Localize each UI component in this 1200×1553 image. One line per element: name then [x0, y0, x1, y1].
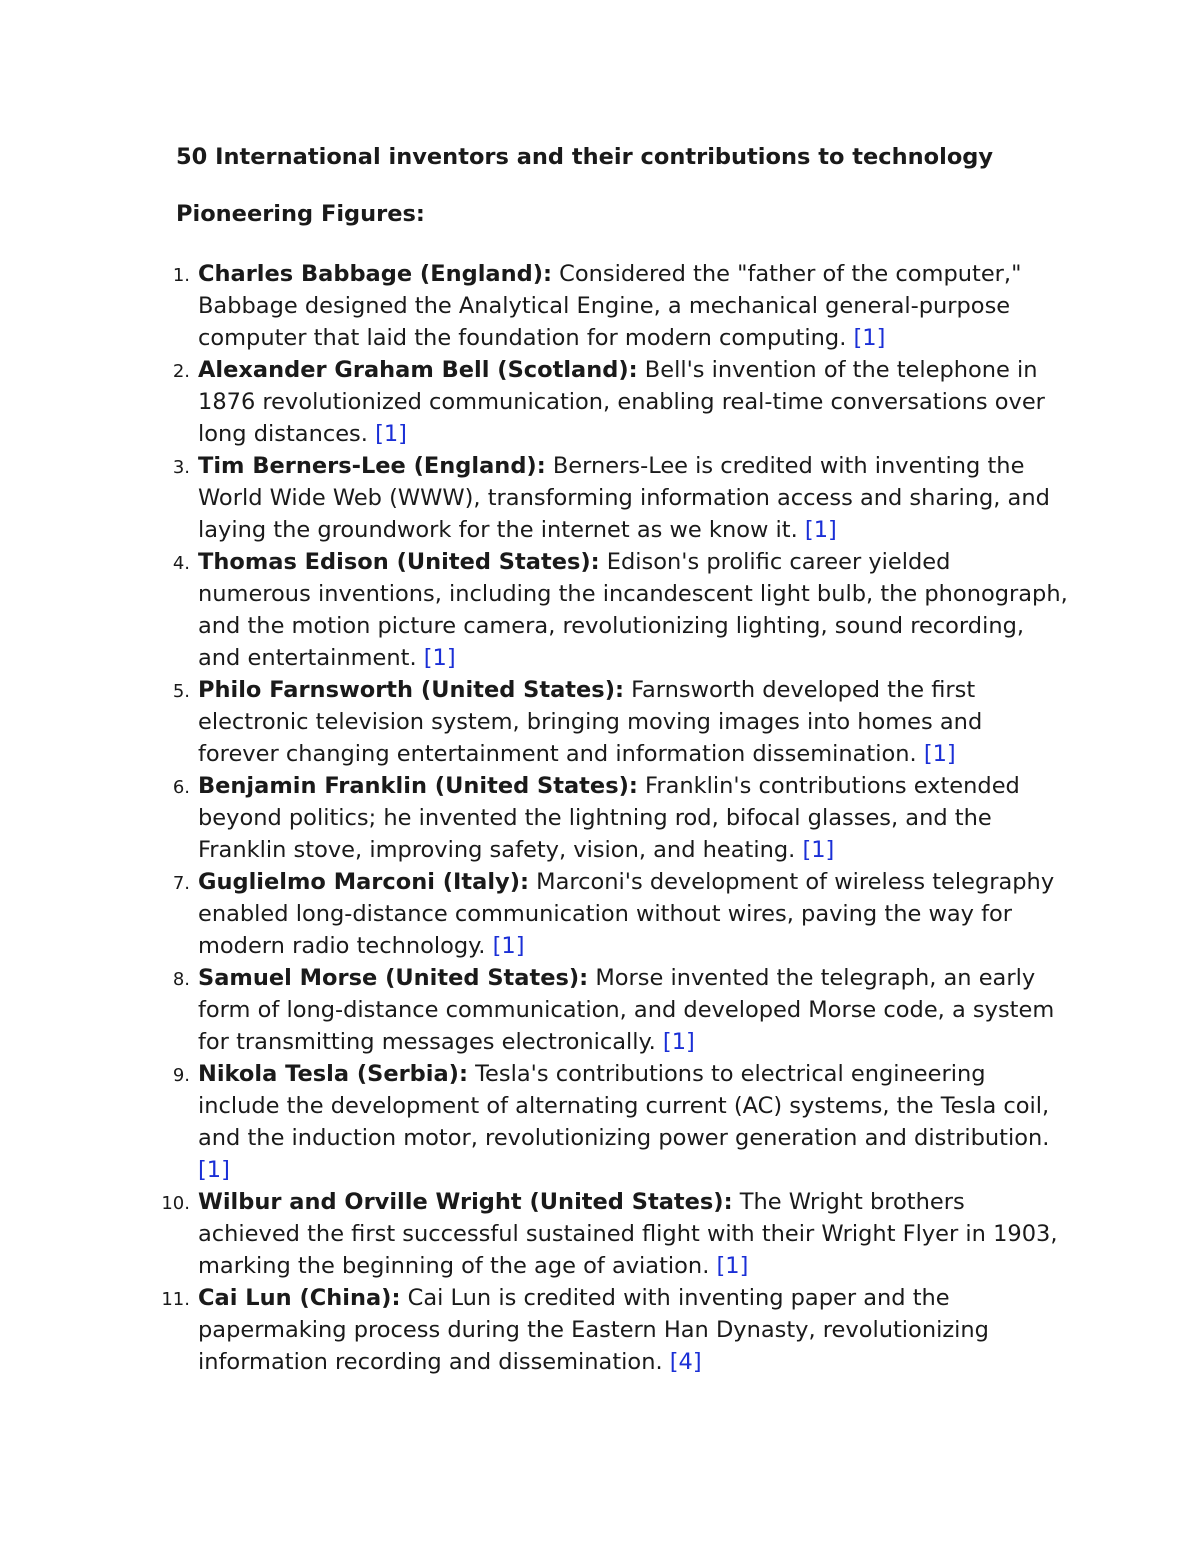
list-item — [0, 258, 1068, 354]
item-number: 6. — [172, 777, 190, 798]
inventor-name: Benjamin Franklin (United States): — [198, 773, 638, 799]
citation-link[interactable]: [1] — [662, 1029, 695, 1055]
citation-link[interactable]: [1] — [804, 517, 837, 543]
list-item — [0, 1058, 1068, 1186]
citation-link[interactable]: [1] — [375, 421, 407, 447]
inventor-description: Farnsworth developed the first electronic television system, bringing moving images into homes and forever changing entertainment and information dissemination. — [198, 677, 983, 767]
item-number: 7. — [172, 873, 190, 894]
inventor-description: Morse invented the telegraph, an early form of long-distance communication, and developed Morse code, a system for transmitting messages electronically. — [198, 965, 1055, 1055]
inventor-name: Charles Babbage (England): — [198, 261, 553, 287]
document-title: 50 International inventors and their contributions to technology — [176, 144, 994, 170]
list-item — [0, 770, 1068, 866]
citation-link[interactable]: [1] — [423, 645, 456, 671]
inventor-description: Edison's prolific career yielded numerous inventions, including the incandescent light bulb, the phonograph, and the motion picture camera, revolutionizing lighting, sound recording, and entertainment. — [198, 549, 1068, 671]
list-item — [0, 1282, 1068, 1378]
item-number: 8. — [172, 969, 190, 990]
citation-link[interactable]: [1] — [716, 1253, 749, 1279]
inventor-description: Franklin's contributions extended beyond politics; he invented the lightning rod, bifocal glasses, and the Franklin stove, improving safety, vision, and heating. — [198, 773, 1020, 863]
inventor-name: Nikola Tesla (Serbia): — [198, 1061, 468, 1087]
citation-link[interactable]: [1] — [802, 837, 835, 863]
item-number: 5. — [172, 681, 190, 702]
item-number: 3. — [172, 457, 190, 478]
item-number: 9. — [172, 1065, 190, 1086]
inventor-description: Tesla's contributions to electrical engineering include the development of alternating current (AC) systems, the Tesla coil, and the induction motor, revolutionizing power generation and distribution. — [198, 1061, 1050, 1151]
list-item — [0, 546, 1068, 674]
citation-link[interactable]: [1] — [492, 933, 525, 959]
inventor-description: Marconi's development of wireless telegraphy enabled long-distance communication without wires, paving the way for modern radio technology. — [198, 869, 1055, 959]
item-number: 1. — [172, 265, 190, 286]
section-heading: Pioneering Figures: — [176, 201, 425, 227]
inventor-name: Philo Farnsworth (United States): — [198, 677, 624, 703]
citation-link[interactable]: [4] — [669, 1349, 702, 1375]
inventor-name: Cai Lun (China): — [198, 1285, 401, 1311]
inventor-name: Guglielmo Marconi (Italy): — [198, 869, 530, 895]
inventor-name: Wilbur and Orville Wright (United States): — [198, 1189, 733, 1215]
citation-link[interactable]: [1] — [853, 325, 886, 351]
inventor-list — [0, 258, 1200, 1378]
inventor-name: Thomas Edison (United States): — [198, 549, 600, 575]
list-item — [0, 962, 1068, 1058]
inventor-name: Samuel Morse (United States): — [198, 965, 589, 991]
list-item — [0, 866, 1068, 962]
inventor-description: Berners-Lee is credited with inventing the World Wide Web (WWW), transforming information access and sharing, and laying the groundwork for the internet as we know it. — [198, 453, 1050, 543]
inventor-description: Considered the "father of the computer," Babbage designed the Analytical Engine, a mechanical general-purpose computer that laid the foundation for modern computing. — [198, 261, 1022, 351]
list-item — [0, 354, 1068, 450]
item-number: 11. — [161, 1289, 190, 1310]
list-item — [0, 1186, 1068, 1282]
inventor-description: Bell's invention of the telephone in 1876 revolutionized communication, enabling real-time conversations over long distances. — [198, 357, 1045, 447]
inventor-description: Cai Lun is credited with inventing paper and the papermaking process during the Eastern Han Dynasty, revolutionizing information recording and dissemination. — [198, 1285, 989, 1375]
inventor-name: Alexander Graham Bell (Scotland): — [198, 357, 638, 383]
list-item — [0, 674, 1068, 770]
item-number: 10. — [161, 1193, 190, 1214]
list-item — [0, 450, 1068, 546]
item-number: 2. — [172, 361, 190, 382]
citation-link[interactable]: [1] — [923, 741, 956, 767]
inventor-description: The Wright brothers achieved the first successful sustained flight with their Wright Flyer in 1903, marking the beginning of the age of aviation. — [198, 1189, 1058, 1279]
inventor-name: Tim Berners-Lee (England): — [198, 453, 546, 479]
citation-link[interactable]: [1] — [198, 1157, 230, 1183]
item-number: 4. — [172, 553, 190, 574]
